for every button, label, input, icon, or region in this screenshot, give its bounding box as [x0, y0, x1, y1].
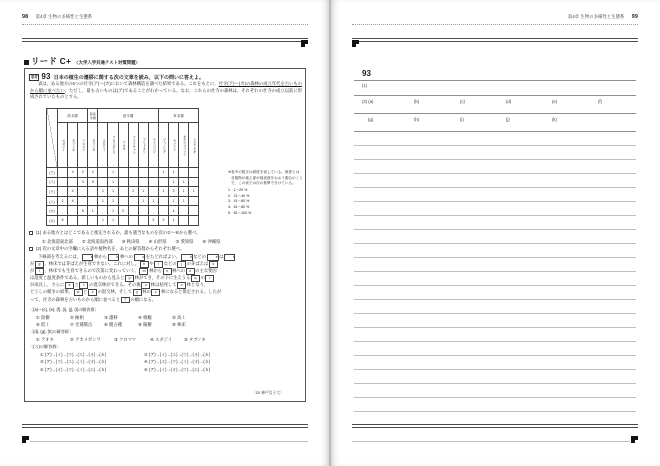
right-corner-tab-marker	[352, 40, 359, 47]
table-row	[47, 215, 199, 225]
answer-rule-1	[354, 95, 636, 96]
sequence-option-3[interactable]: ④ (ア)→(エ)→(ウ)→(イ)→(オ)→(カ)	[144, 359, 211, 365]
species-header-9: ヤブコウジ	[148, 123, 158, 168]
cell-4-11: 4	[169, 206, 179, 216]
q1-label: (1)	[36, 230, 42, 235]
answer-ruled-line	[354, 299, 636, 300]
q1-option-3[interactable]: ④ 山形県	[148, 239, 167, 244]
cell-4-2: 5	[78, 206, 88, 216]
table-species-header-row	[47, 123, 199, 168]
intro-line-1-underlined: 社寺(ア)～(カ)の	[218, 81, 251, 86]
sequence-option-4[interactable]: ⑤ (ア)→(オ)→(ウ)→(イ)→(エ)→(カ)	[40, 366, 107, 372]
cell-3-0: 2	[58, 196, 68, 206]
cell-4-6: 2	[118, 206, 128, 216]
sequence-row-2	[40, 366, 210, 373]
legend-scale-2: 3：41～60 %	[228, 199, 250, 204]
layer-group-1: 亜高木層	[88, 109, 98, 123]
cell-5-8	[138, 215, 148, 225]
answer-blank[interactable]: n	[163, 268, 172, 275]
answer-group-3-label: 〔(ス)の解答群〕	[29, 344, 61, 349]
answer-blank[interactable]: q	[191, 275, 200, 282]
ag2-option-2[interactable]: ③ クロマツ	[114, 337, 137, 342]
right-top-double-rule	[352, 38, 638, 41]
sequence-option-2[interactable]: ③ (ア)→(ウ)→(エ)→(イ)→(オ)→(カ)	[40, 359, 107, 365]
sequence-option-0[interactable]: ① (ア)→(イ)→(ウ)→(エ)→(オ)→(カ)	[40, 352, 107, 357]
species-header-13: ヒメアオキ	[189, 123, 199, 168]
table-row	[47, 196, 199, 206]
answer-blank[interactable]: c	[134, 254, 146, 261]
answer-blank[interactable]: u	[141, 282, 150, 289]
species-header-2: クロマツ	[78, 123, 88, 168]
q2-text: 次の文章中の空欄に入る語や植物名を，あとの解答群からそれぞれ選べ。	[42, 246, 185, 251]
species-header-8: アリドオシ	[138, 123, 148, 168]
ag1-option-9[interactable]: ⑩ 林床	[172, 322, 186, 327]
problem-attribution: 〔20 神戸女子大〕	[252, 391, 284, 395]
section-marker-icon	[24, 60, 29, 65]
table-row	[47, 206, 199, 216]
layer-group-3: 草本層	[158, 109, 198, 123]
sequence-row-0	[40, 351, 210, 358]
ag1-option-0[interactable]: ① 陰樹	[36, 315, 50, 320]
table-group-header-row	[47, 109, 199, 123]
intro-line-1: 表は，ある地方の6つの社寺(ア)～(カ)において森林構造を調べた結果である。これをもとに，	[38, 81, 219, 86]
cell-4-12	[179, 206, 189, 216]
answer-group-2-label: 〔(d), (g), (h)の解答群〕	[29, 329, 74, 334]
answer-rule-0	[354, 80, 636, 81]
answer-blank[interactable]: i	[154, 261, 163, 268]
cell-3-9: 1	[148, 196, 158, 206]
answer-blank[interactable]: k	[209, 261, 218, 268]
answer-blank[interactable]: r	[205, 275, 214, 282]
question-intro	[30, 81, 302, 101]
answer-row2-label-2: (c)	[460, 99, 465, 104]
legend-note-3: で，この表では次の基準で分けている。	[231, 181, 296, 186]
question-number: 93	[41, 72, 51, 81]
ag2-option-0[interactable]: ① アオキ	[36, 337, 54, 342]
cell-1-7	[128, 177, 138, 187]
cell-3-8: 1	[138, 196, 148, 206]
answer-ruled-line	[354, 187, 636, 188]
cell-3-11: 1	[169, 196, 179, 206]
answer-blank[interactable]: x	[88, 289, 97, 296]
row-label-4: (オ)	[47, 206, 58, 216]
cell-1-10	[158, 177, 168, 187]
ag1-option-8[interactable]: ⑨ 陽樹	[138, 322, 152, 327]
answer-blank[interactable]: m	[139, 268, 148, 275]
ag2-option-4[interactable]: ⑤ タブノキ	[184, 337, 206, 342]
species-header-0: スダジイ	[58, 123, 68, 168]
cell-3-2	[78, 196, 88, 206]
q1-options	[42, 238, 220, 245]
cell-0-0	[58, 168, 68, 178]
cell-2-7: 2	[128, 187, 138, 197]
answer-blank[interactable]: j	[177, 261, 186, 268]
row-label-2: (ウ)	[47, 187, 58, 197]
layer-group-2: 低木層	[98, 109, 159, 123]
cell-3-10	[158, 196, 168, 206]
cell-2-3	[88, 187, 98, 197]
right-chapter-title: 第4章 生物の多様性と生態系	[567, 14, 625, 19]
left-running-head	[22, 14, 92, 23]
answer-ruled-line	[354, 383, 636, 384]
ag1-option-2[interactable]: ③ 遷移	[104, 315, 118, 320]
answer-blank[interactable]: d	[181, 254, 193, 261]
answer-row2-label-1: (b)	[414, 99, 420, 104]
cell-2-8: 1	[138, 187, 148, 197]
cell-4-7	[128, 206, 138, 216]
species-header-3: タブノキ	[88, 123, 98, 168]
cell-5-4: 1	[98, 215, 108, 225]
cell-3-7	[128, 196, 138, 206]
answer-blank[interactable]: w	[74, 289, 83, 296]
layer-group-0: 高木層	[58, 109, 88, 123]
right-bottom-double-rule	[352, 424, 638, 427]
cell-4-13	[189, 206, 199, 216]
cell-3-12: 1	[179, 196, 189, 206]
cell-0-13	[189, 168, 199, 178]
cell-0-12	[179, 168, 189, 178]
answer-blank[interactable]: g	[35, 261, 44, 268]
cell-1-13	[189, 177, 199, 187]
sequence-options	[40, 351, 210, 373]
q2-body-line-6: って，社寺の森林を古いものから順に並べると ア の順になる。	[30, 296, 157, 302]
table-row	[47, 168, 199, 178]
answer-ruled-line	[354, 369, 636, 370]
table-legend	[228, 170, 304, 216]
ag1-option-7[interactable]: ⑧ 優占種	[104, 322, 122, 327]
cell-5-3	[88, 215, 98, 225]
cell-0-5: 1	[108, 168, 118, 178]
q2-body-line-0: 下線部を考えるには， a 林から b 林への c をたどればよい。 d などの e は f	[38, 254, 235, 260]
cell-5-9: 2	[148, 215, 158, 225]
answer-blank[interactable]: p	[125, 275, 134, 282]
ag1-option-6[interactable]: ⑦ 光補償点	[70, 322, 93, 327]
question-tag: 思考	[31, 74, 38, 79]
answer-group-1-label: 〔(a)～(c), (e), (f), (i), (j), (l)の解答群〕	[29, 307, 99, 312]
ag1-option-4[interactable]: ⑤ 高く	[172, 315, 186, 320]
cell-1-12: 1	[179, 177, 189, 187]
species-header-10: ジャノヒゲ	[158, 123, 168, 168]
answer-blank[interactable]: a	[82, 254, 94, 261]
q2-body-line-3: は湿度と温度条件である。新しいものから見ると p 林ができ，その下に生えうる q の r	[30, 275, 302, 282]
species-header-7: アブラチャン	[128, 123, 138, 168]
answer-blank[interactable]: h	[140, 261, 149, 268]
cell-5-11: 1	[169, 215, 179, 225]
cell-2-13: 1	[189, 187, 199, 197]
cell-0-3: 2	[88, 168, 98, 178]
row-label-1: (イ)	[47, 177, 58, 187]
row-label-3: (エ)	[47, 196, 58, 206]
row-label-0: (ア)	[47, 168, 58, 178]
sequence-option-5[interactable]: ⑥ (ア)→(イ)→(オ)→(ウ)→(エ)→(カ)	[144, 366, 211, 372]
answer-ruled-line	[354, 243, 636, 244]
answer-blank[interactable]: z	[151, 289, 160, 296]
answer-row2-label-0: (2) (a)	[362, 99, 374, 104]
section-subtitle: 〈大学入学共通テスト対策問題〉	[74, 60, 140, 65]
corner-tab-marker	[301, 40, 308, 47]
left-bottom-corner-marker	[22, 436, 29, 443]
cell-5-7	[128, 215, 138, 225]
cell-4-1	[68, 206, 78, 216]
intro-line-2: 。ただし，最も古いものは(ア)であることがわかっている。なお，	[64, 87, 194, 93]
answer-ruled-line	[354, 341, 636, 342]
cell-5-2	[78, 215, 88, 225]
corner-diagonal	[47, 109, 57, 167]
answer-row2-label-3: (d)	[506, 99, 512, 104]
table-corner-cell	[47, 109, 58, 168]
cell-2-0	[58, 187, 68, 197]
left-bottom-rule	[30, 441, 308, 442]
page-gutter	[329, 0, 331, 466]
answer-ruled-line	[354, 257, 636, 258]
answer-row3-label-3: (j)	[506, 117, 510, 122]
cell-0-9	[148, 168, 158, 178]
answer-group-2-row	[36, 336, 206, 343]
answer-blank[interactable]: v	[177, 282, 186, 289]
cell-0-2: 2	[78, 168, 88, 178]
q2-line	[36, 246, 184, 253]
right-page-number: 99	[631, 14, 638, 20]
ag1-option-3[interactable]: ④ 相観	[138, 315, 152, 320]
q1-option-2[interactable]: ③ 秋田県	[121, 239, 140, 244]
ag1-option-5[interactable]: ⑥ 低く	[36, 322, 50, 327]
left-bottom-double-rule	[22, 424, 308, 427]
cell-4-3: 1	[88, 206, 98, 216]
section-title: リード C+	[31, 56, 72, 66]
cell-2-4: 1	[98, 187, 108, 197]
legend-note-1: ※表中の数字は被度を表している。被度とは	[228, 170, 300, 174]
answer-blank[interactable]: y	[133, 289, 142, 296]
answer-row2-label-4: (e)	[552, 99, 558, 104]
cell-5-10: 2	[158, 215, 168, 225]
intro-line-2-underlined: 森林の成立年代を古いものから順に並べたい	[30, 81, 302, 93]
q1-line	[36, 230, 201, 237]
legend-scale-3: 4：61～80 %	[228, 205, 250, 210]
right-bottom-rule	[352, 441, 630, 442]
cell-3-4: 1	[98, 196, 108, 206]
cell-1-5: 1	[108, 177, 118, 187]
answer-sheet-number: 93	[362, 69, 371, 78]
answer-blank[interactable]: t	[79, 282, 88, 289]
q2-body-line-2: が l ，林床でも生育できるので次第に変わっていく。 m 林から n 林への o の主な要因	[30, 268, 217, 274]
answer-ruled-line	[354, 285, 636, 286]
ag2-option-1[interactable]: ② アカメガシワ	[70, 337, 101, 342]
answer-row3-label-1: (h)	[414, 117, 420, 122]
section-heading	[24, 55, 140, 67]
answer-row2-label-5: (f)	[598, 99, 602, 104]
cell-2-1: 4	[68, 187, 78, 197]
cell-2-5: 1	[108, 187, 118, 197]
answer-rule-3	[354, 131, 636, 132]
species-header-11: ヤブラン	[169, 123, 179, 168]
cell-1-4	[98, 177, 108, 187]
answer-blank[interactable]: f	[224, 254, 235, 261]
answer-ruled-line	[354, 327, 636, 328]
right-running-head	[568, 14, 638, 23]
right-head-rule	[352, 24, 638, 25]
species-header-1: タブノキ	[68, 123, 78, 168]
ag2-option-3[interactable]: ④ スダジイ	[150, 337, 173, 342]
cell-4-0	[58, 206, 68, 216]
answer-blank[interactable]: o	[186, 268, 195, 275]
answer-blank[interactable]: l	[35, 268, 44, 275]
cell-5-13	[189, 215, 199, 225]
legend-scale-0: 1：1～20 %	[228, 188, 248, 193]
cell-2-12: 1	[179, 187, 189, 197]
answer-ruled-line	[354, 397, 636, 398]
answer-ruled-line	[354, 159, 636, 160]
cell-0-4	[98, 168, 108, 178]
answer-ruled-line	[354, 145, 636, 146]
answer-ruled-line	[354, 229, 636, 230]
cell-5-6	[118, 215, 128, 225]
q2-body-line-5: どうしの競争の結果， w と x の混交林，そして y 林の z 林になると推定される。したが	[30, 289, 222, 295]
answer-ruled-line	[354, 173, 636, 174]
answer-group-1-row-a	[36, 314, 186, 321]
answer-group-1-row-b	[36, 321, 186, 328]
answer-ruled-line	[354, 313, 636, 314]
row-label-5: (カ)	[47, 215, 58, 225]
table-row	[47, 177, 199, 187]
question-header	[29, 72, 204, 81]
cell-2-11: 3	[169, 187, 179, 197]
cell-1-11: 1	[169, 177, 179, 187]
left-top-double-rule	[22, 38, 308, 41]
cell-3-3	[88, 196, 98, 206]
cell-4-10	[158, 206, 168, 216]
answer-row3-label-4: (k)	[552, 117, 557, 122]
answer-ruled-line	[354, 201, 636, 202]
cell-0-6	[118, 168, 128, 178]
q1-text: ある地方とはどこであると推定されるか。最も適当なものを次の①～⑥から選べ。	[42, 230, 201, 235]
sequence-row-1	[40, 358, 210, 365]
species-header-12: キチジョウソウ	[179, 123, 189, 168]
q2-body-line-1: が g ，林床では芽ばえが生育できない。これに対し， h や i などの j の芽ばえは k	[30, 261, 302, 268]
q2-body-line-4: が成長し，さらに s と t の混交林ができる。その後 u 林は枯死して v 林となり，	[30, 282, 209, 288]
cell-4-4	[98, 206, 108, 216]
cell-0-11: 1	[169, 168, 179, 178]
answer-blank[interactable]: b	[108, 254, 120, 261]
legend-scale-1: 2：21～40 %	[228, 193, 250, 198]
cell-4-9	[148, 206, 158, 216]
cell-5-1	[68, 215, 78, 225]
left-chapter-title: 第4章 生物の多様性と生態系	[35, 14, 93, 19]
answer-row1-label: (1)	[362, 83, 368, 88]
table-row	[47, 187, 199, 197]
answer-row3-label-2: (i)	[460, 117, 464, 122]
left-head-rule	[22, 24, 308, 25]
answer-blank[interactable]: e	[207, 254, 219, 261]
q1-option-5[interactable]: ⑥ 沖縄県	[202, 239, 221, 244]
sequence-option-1[interactable]: ② (ア)→(イ)→(エ)→(ウ)→(オ)→(カ)	[144, 352, 211, 357]
cell-0-7	[128, 168, 138, 178]
vegetation-data-table	[46, 108, 199, 226]
cell-4-8	[138, 206, 148, 216]
q1-option-0[interactable]: ① 北海道東北部	[42, 239, 73, 244]
question-title: 日本の植生の遷移に関する次の文章を読み，以下の問いに答えよ。	[53, 75, 205, 81]
cell-2-6	[118, 187, 128, 197]
answer-blank[interactable]: ア	[121, 297, 130, 304]
answer-rule-2	[354, 113, 636, 114]
cell-2-2	[78, 187, 88, 197]
left-page-number: 98	[22, 14, 29, 20]
ag1-option-1[interactable]: ② 極相	[70, 315, 84, 320]
cell-1-6	[118, 177, 128, 187]
cell-2-9	[148, 187, 158, 197]
cell-1-8	[138, 177, 148, 187]
species-header-4: スダジイ	[98, 123, 108, 168]
cell-5-5: 1	[108, 215, 118, 225]
cell-1-2: 3	[78, 177, 88, 187]
answer-row3-label-0: (g)	[368, 117, 374, 122]
q2-checkbox[interactable]	[29, 247, 33, 251]
cell-3-13	[189, 196, 199, 206]
q2-body	[30, 254, 302, 304]
answer-blank[interactable]: s	[65, 282, 74, 289]
answer-ruled-line	[354, 411, 636, 412]
intro-line-3: これらの社寺の森林は，それぞれの社寺の成立以前に形成されていたものとする。	[30, 87, 303, 100]
cell-5-12	[179, 215, 189, 225]
cell-3-6	[118, 196, 128, 206]
q1-option-1[interactable]: ② 北海道南西部	[81, 239, 113, 244]
cell-5-0: 5	[58, 215, 68, 225]
answer-ruled-line	[354, 355, 636, 356]
right-bottom-corner-marker	[631, 436, 638, 443]
legend-scale-4: 5：81～100 %	[228, 210, 252, 215]
cell-1-1	[68, 177, 78, 187]
cell-0-8	[138, 168, 148, 178]
cell-1-9	[148, 177, 158, 187]
right-page	[330, 0, 660, 466]
cell-2-10: 1	[158, 187, 168, 197]
cell-1-0	[58, 177, 68, 187]
answer-ruled-line	[354, 215, 636, 216]
cell-0-1: 4	[68, 168, 78, 178]
species-header-6: アオキ	[118, 123, 128, 168]
cell-0-10: 1	[158, 168, 168, 178]
cell-1-3: 5	[88, 177, 98, 187]
legend-note-2: 各植物の地上部が地表面をおおう割合のこと	[231, 175, 303, 180]
q1-checkbox[interactable]	[29, 231, 33, 235]
q1-option-4[interactable]: ⑤ 愛知県	[175, 239, 194, 244]
cell-3-5: 1	[108, 196, 118, 206]
answer-ruled-line	[354, 271, 636, 272]
species-header-5: アカメガシワ	[108, 123, 118, 168]
cell-4-5: 1	[108, 206, 118, 216]
q2-label: (2)	[36, 246, 42, 251]
cell-3-1: 4	[68, 196, 78, 206]
